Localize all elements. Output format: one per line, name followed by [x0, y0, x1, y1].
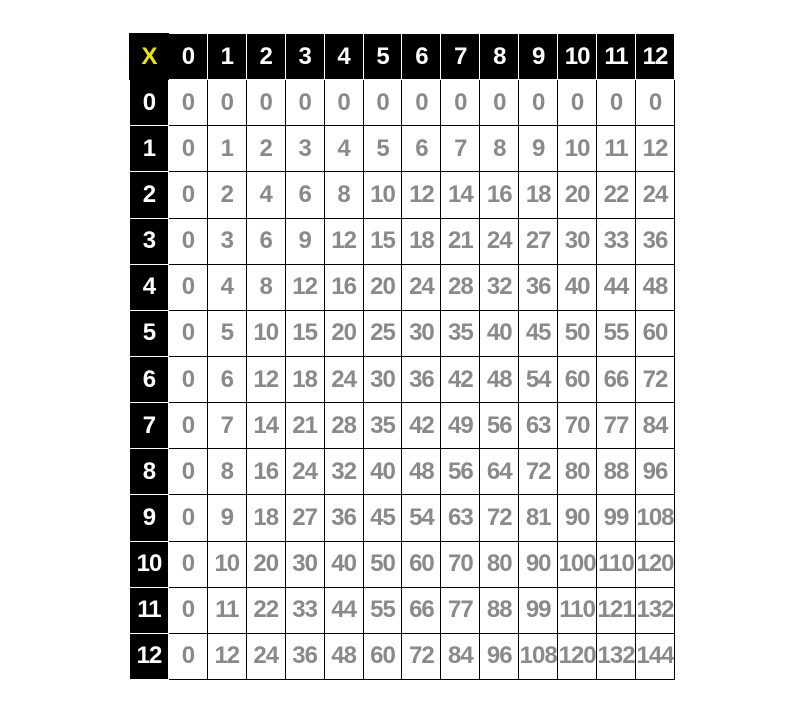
row-header: 11 [130, 587, 169, 633]
table-row [130, 356, 675, 402]
product-cell: 48 [402, 449, 441, 495]
product-cell: 24 [285, 449, 324, 495]
product-cell: 22 [597, 172, 636, 218]
row-header: 9 [130, 495, 169, 541]
product-cell: 8 [480, 126, 519, 172]
product-cell: 4 [207, 264, 246, 310]
product-cell: 32 [324, 449, 363, 495]
product-cell: 64 [480, 449, 519, 495]
product-cell: 9 [207, 495, 246, 541]
product-cell: 8 [324, 172, 363, 218]
product-cell: 32 [480, 264, 519, 310]
product-cell: 24 [635, 172, 674, 218]
product-cell: 96 [480, 633, 519, 679]
product-cell: 12 [285, 264, 324, 310]
product-cell: 2 [207, 172, 246, 218]
product-cell: 120 [558, 633, 597, 679]
product-cell: 56 [441, 449, 480, 495]
product-cell: 80 [480, 541, 519, 587]
product-cell: 0 [519, 80, 558, 126]
column-header: 4 [324, 34, 363, 80]
product-cell: 72 [519, 449, 558, 495]
product-cell: 15 [285, 310, 324, 356]
product-cell: 50 [558, 310, 597, 356]
product-cell: 36 [519, 264, 558, 310]
column-header: 5 [363, 34, 402, 80]
product-cell: 0 [168, 495, 207, 541]
table-row [130, 172, 675, 218]
row-header: 6 [130, 356, 169, 402]
product-cell: 5 [363, 126, 402, 172]
product-cell: 132 [635, 587, 674, 633]
product-cell: 24 [246, 633, 285, 679]
product-cell: 81 [519, 495, 558, 541]
product-cell: 36 [324, 495, 363, 541]
product-cell: 60 [558, 356, 597, 402]
table-row [130, 633, 675, 679]
product-cell: 1 [207, 126, 246, 172]
product-cell: 55 [363, 587, 402, 633]
product-cell: 14 [246, 403, 285, 449]
row-header: 7 [130, 403, 169, 449]
column-header: 11 [597, 34, 636, 80]
product-cell: 30 [363, 356, 402, 402]
product-cell: 50 [363, 541, 402, 587]
product-cell: 72 [402, 633, 441, 679]
product-cell: 80 [558, 449, 597, 495]
product-cell: 33 [285, 587, 324, 633]
product-cell: 60 [402, 541, 441, 587]
product-cell: 66 [402, 587, 441, 633]
product-cell: 0 [558, 80, 597, 126]
product-cell: 40 [324, 541, 363, 587]
product-cell: 84 [635, 403, 674, 449]
product-cell: 66 [597, 356, 636, 402]
column-header: 8 [480, 34, 519, 80]
product-cell: 90 [519, 541, 558, 587]
product-cell: 16 [324, 264, 363, 310]
product-cell: 16 [246, 449, 285, 495]
product-cell: 45 [519, 310, 558, 356]
product-cell: 18 [285, 356, 324, 402]
product-cell: 0 [168, 587, 207, 633]
product-cell: 0 [168, 80, 207, 126]
table-row [130, 587, 675, 633]
product-cell: 0 [363, 80, 402, 126]
product-cell: 11 [597, 126, 636, 172]
product-cell: 100 [558, 541, 597, 587]
column-header: 0 [168, 34, 207, 80]
product-cell: 60 [363, 633, 402, 679]
product-cell: 24 [480, 218, 519, 264]
product-cell: 7 [441, 126, 480, 172]
product-cell: 18 [519, 172, 558, 218]
product-cell: 21 [441, 218, 480, 264]
product-cell: 24 [402, 264, 441, 310]
column-header: 6 [402, 34, 441, 80]
product-cell: 18 [402, 218, 441, 264]
product-cell: 0 [402, 80, 441, 126]
row-header: 3 [130, 218, 169, 264]
product-cell: 20 [558, 172, 597, 218]
product-cell: 9 [519, 126, 558, 172]
product-cell: 54 [519, 356, 558, 402]
product-cell: 72 [480, 495, 519, 541]
product-cell: 120 [635, 541, 674, 587]
product-cell: 12 [207, 633, 246, 679]
product-cell: 40 [480, 310, 519, 356]
table-row [130, 403, 675, 449]
product-cell: 10 [363, 172, 402, 218]
product-cell: 63 [519, 403, 558, 449]
product-cell: 11 [207, 587, 246, 633]
product-cell: 0 [168, 356, 207, 402]
product-cell: 99 [519, 587, 558, 633]
table-row [130, 449, 675, 495]
column-header: 10 [558, 34, 597, 80]
product-cell: 48 [324, 633, 363, 679]
column-header: 3 [285, 34, 324, 80]
product-cell: 27 [519, 218, 558, 264]
row-header: 4 [130, 264, 169, 310]
product-cell: 18 [246, 495, 285, 541]
product-cell: 36 [635, 218, 674, 264]
product-cell: 5 [207, 310, 246, 356]
multiplication-table [129, 33, 675, 680]
product-cell: 0 [246, 80, 285, 126]
product-cell: 25 [363, 310, 402, 356]
product-cell: 121 [597, 587, 636, 633]
product-cell: 0 [168, 403, 207, 449]
column-header: 12 [635, 34, 674, 80]
product-cell: 12 [246, 356, 285, 402]
product-cell: 42 [441, 356, 480, 402]
product-cell: 0 [168, 264, 207, 310]
product-cell: 3 [207, 218, 246, 264]
product-cell: 88 [480, 587, 519, 633]
row-header: 10 [130, 541, 169, 587]
product-cell: 6 [402, 126, 441, 172]
product-cell: 56 [480, 403, 519, 449]
product-cell: 55 [597, 310, 636, 356]
product-cell: 12 [635, 126, 674, 172]
product-cell: 108 [519, 633, 558, 679]
table-row [130, 80, 675, 126]
table-row [130, 264, 675, 310]
product-cell: 20 [246, 541, 285, 587]
product-cell: 33 [597, 218, 636, 264]
product-cell: 9 [285, 218, 324, 264]
product-cell: 8 [246, 264, 285, 310]
product-cell: 96 [635, 449, 674, 495]
product-cell: 30 [285, 541, 324, 587]
product-cell: 144 [635, 633, 674, 679]
product-cell: 0 [168, 172, 207, 218]
product-cell: 60 [635, 310, 674, 356]
product-cell: 10 [246, 310, 285, 356]
row-header: 1 [130, 126, 169, 172]
header-row [130, 34, 675, 80]
product-cell: 35 [441, 310, 480, 356]
product-cell: 54 [402, 495, 441, 541]
row-header: 5 [130, 310, 169, 356]
product-cell: 0 [597, 80, 636, 126]
product-cell: 0 [441, 80, 480, 126]
product-cell: 0 [168, 633, 207, 679]
product-cell: 48 [635, 264, 674, 310]
product-cell: 30 [402, 310, 441, 356]
product-cell: 21 [285, 403, 324, 449]
table-row [130, 310, 675, 356]
table-row [130, 218, 675, 264]
product-cell: 24 [324, 356, 363, 402]
product-cell: 77 [597, 403, 636, 449]
product-cell: 36 [285, 633, 324, 679]
product-cell: 70 [558, 403, 597, 449]
product-cell: 108 [635, 495, 674, 541]
product-cell: 110 [597, 541, 636, 587]
product-cell: 0 [168, 310, 207, 356]
product-cell: 90 [558, 495, 597, 541]
product-cell: 0 [207, 80, 246, 126]
column-header: 2 [246, 34, 285, 80]
product-cell: 0 [168, 449, 207, 495]
product-cell: 48 [480, 356, 519, 402]
product-cell: 70 [441, 541, 480, 587]
product-cell: 35 [363, 403, 402, 449]
row-header: 2 [130, 172, 169, 218]
product-cell: 44 [597, 264, 636, 310]
table-row [130, 126, 675, 172]
product-cell: 3 [285, 126, 324, 172]
table-row [130, 541, 675, 587]
product-cell: 15 [363, 218, 402, 264]
product-cell: 72 [635, 356, 674, 402]
product-cell: 0 [324, 80, 363, 126]
product-cell: 27 [285, 495, 324, 541]
product-cell: 20 [363, 264, 402, 310]
table-row [130, 495, 675, 541]
product-cell: 2 [246, 126, 285, 172]
product-cell: 14 [441, 172, 480, 218]
product-cell: 4 [246, 172, 285, 218]
product-cell: 110 [558, 587, 597, 633]
product-cell: 28 [324, 403, 363, 449]
product-cell: 88 [597, 449, 636, 495]
product-cell: 45 [363, 495, 402, 541]
product-cell: 49 [441, 403, 480, 449]
product-cell: 8 [207, 449, 246, 495]
product-cell: 0 [168, 541, 207, 587]
product-cell: 6 [207, 356, 246, 402]
product-cell: 4 [324, 126, 363, 172]
product-cell: 28 [441, 264, 480, 310]
product-cell: 22 [246, 587, 285, 633]
product-cell: 20 [324, 310, 363, 356]
row-header: 8 [130, 449, 169, 495]
product-cell: 0 [635, 80, 674, 126]
product-cell: 0 [168, 218, 207, 264]
product-cell: 40 [558, 264, 597, 310]
product-cell: 40 [363, 449, 402, 495]
product-cell: 10 [558, 126, 597, 172]
corner-label: X [130, 34, 169, 80]
product-cell: 0 [285, 80, 324, 126]
product-cell: 30 [558, 218, 597, 264]
product-cell: 16 [480, 172, 519, 218]
product-cell: 6 [285, 172, 324, 218]
row-header: 0 [130, 80, 169, 126]
product-cell: 0 [480, 80, 519, 126]
product-cell: 6 [246, 218, 285, 264]
column-header: 1 [207, 34, 246, 80]
product-cell: 44 [324, 587, 363, 633]
product-cell: 77 [441, 587, 480, 633]
product-cell: 7 [207, 403, 246, 449]
product-cell: 12 [402, 172, 441, 218]
product-cell: 132 [597, 633, 636, 679]
product-cell: 12 [324, 218, 363, 264]
product-cell: 99 [597, 495, 636, 541]
product-cell: 0 [168, 126, 207, 172]
column-header: 9 [519, 34, 558, 80]
product-cell: 10 [207, 541, 246, 587]
product-cell: 42 [402, 403, 441, 449]
product-cell: 84 [441, 633, 480, 679]
product-cell: 63 [441, 495, 480, 541]
column-header: 7 [441, 34, 480, 80]
product-cell: 36 [402, 356, 441, 402]
row-header: 12 [130, 633, 169, 679]
